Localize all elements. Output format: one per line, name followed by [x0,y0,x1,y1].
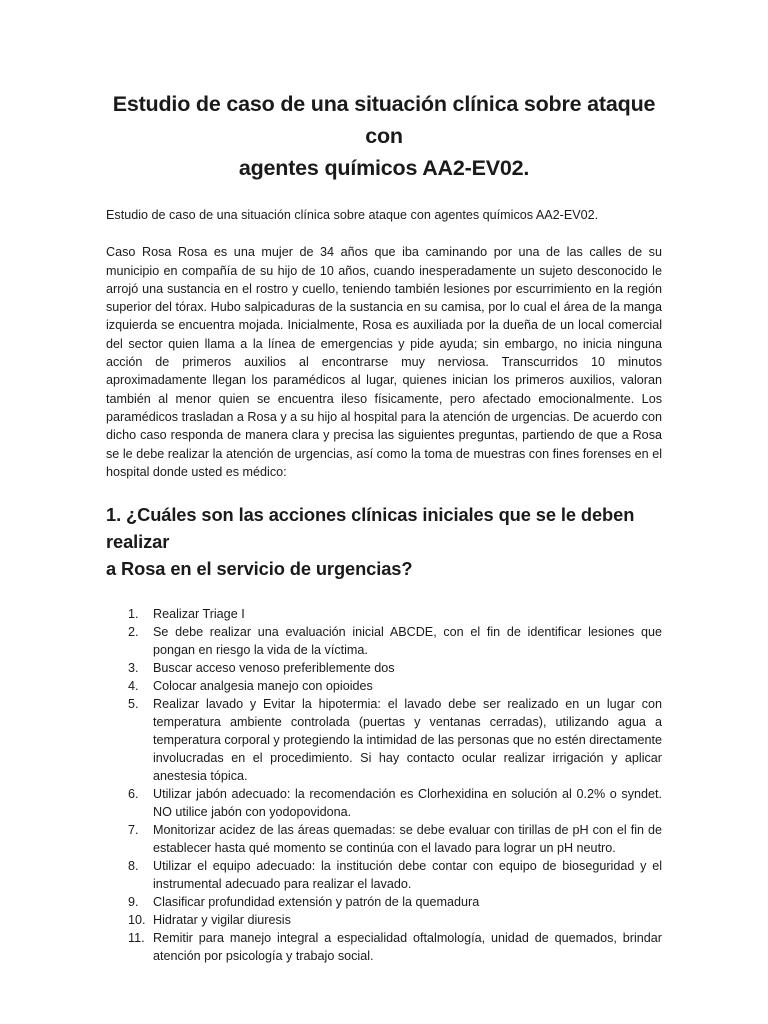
question-heading [106,501,662,582]
answer-item [128,893,662,911]
answer-item [128,659,662,677]
answer-text: Colocar analgesia manejo con opioides [153,679,373,694]
answer-item [128,677,662,695]
document-title [106,88,662,184]
answer-item [128,857,662,893]
answer-text: Hidratar y vigilar diuresis [153,913,291,928]
answer-text: Monitorizar acidez de las áreas quemadas: se debe evaluar con tirillas de pH con el fin de establecer hasta qué momento se continúa con el lavado para lograr un pH neutro. [153,823,662,856]
answer-number: 9. [128,895,139,910]
answer-list [106,605,662,965]
answer-number: 2. [128,625,139,640]
answer-text: Realizar Triage I [153,607,245,622]
answer-item [128,605,662,623]
case-paragraph: Caso Rosa Rosa es una mujer de 34 años que iba caminando por una de las calles de su municipio en compañía de su hijo de 10 años, cuando inesperadamente un sujeto desconocido le arrojó una sustancia en el rostro y cuello, teniendo también lesiones por escurrimiento en la región superior del tórax. Hubo salpicaduras de la sustancia en su camisa, por lo cual el área de la manga izquierda se encuentra mojada. Inicialmente, Rosa es auxiliada por la dueña de un local comercial del sector quien llama a la línea de emergencias y pide ayuda; sin embargo, no inicia ninguna acción de primeros auxilios al encontrarse muy nerviosa. Transcurridos 10 minutos aproximadamente llegan los paramédicos al lugar, quienes inician los primeros auxilios, valoran también al menor quien se encuentra ileso físicamente, pero afectado emocionalmente. Los paramédicos trasladan a Rosa y a su hijo al hospital para la atención de urgencias. De acuerdo con dicho caso responda de manera clara y precisa las siguientes preguntas, partiendo de que a Rosa se le debe realizar la atención de urgencias, así como la toma de muestras con fines forenses en el hospital donde usted es médico: [106,245,662,479]
answer-text: Remitir para manejo integral a especialidad oftalmología, unidad de quemados, brindar atención por psicología y trabajo social. [153,931,662,964]
answer-text: Utilizar jabón adecuado: la recomendación es Clorhexidina en solución al 0.2% o syndet. NO utilice jabón con yodopovidona. [153,787,662,820]
answer-number: 8. [128,859,139,874]
answer-number: 11. [128,931,145,946]
answer-number: 1. [128,607,139,622]
answer-number: 6. [128,787,139,802]
answer-text: Se debe realizar una evaluación inicial ABCDE, con el fin de identificar lesiones que pongan en riesgo la vida de la víctima. [153,625,662,658]
answer-number: 4. [128,679,139,694]
answer-item [128,821,662,857]
answer-text: Buscar acceso venoso preferiblemente dos [153,661,395,676]
document-title-line: Estudio de caso de una situación clínica sobre ataque con [112,92,656,148]
answer-number: 10. [128,913,146,928]
answer-number: 5. [128,697,139,712]
answer-item [128,623,662,659]
answer-item [128,929,662,965]
answer-item [128,695,662,785]
question-heading-line: 1. ¿Cuáles son las acciones clínicas iniciales que se le deben realizar [106,504,635,553]
answer-item [128,911,662,929]
answer-text: Clasificar profundidad extensión y patrón de la quemadura [153,895,480,910]
answer-number: 7. [128,823,139,838]
document-title-line: agentes químicos AA2-EV02. [238,156,530,180]
answer-text: Utilizar el equipo adecuado: la institución debe contar con equipo de bioseguridad y el instrumental adecuado para realizar el lavado. [153,859,662,892]
answer-number: 3. [128,661,139,676]
document-subtitle: Estudio de caso de una situación clínica sobre ataque con agentes químicos AA2-EV02. [106,208,599,222]
question-heading-line: a Rosa en el servicio de urgencias? [106,558,413,580]
answer-item [128,785,662,821]
answer-text: Realizar lavado y Evitar la hipotermia: el lavado debe ser realizado en un lugar con temperatura ambiente controlada (puertas y ventanas cerradas), utilizando agua a temperatura corporal y protegiendo la intimidad de las personas que no estén directamente involucradas en el procedimiento. Si hay contacto ocular realizar irrigación y aplicar anestesia tópica. [153,697,662,784]
